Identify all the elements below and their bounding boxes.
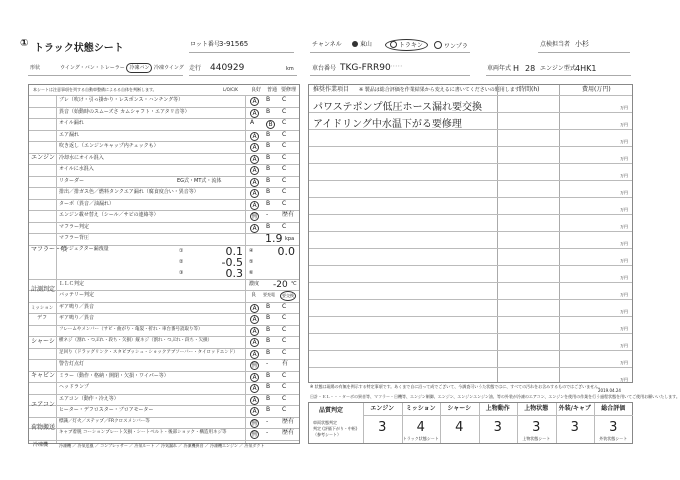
shape-options: ウイング・バン・トレーラー 冷凍バン 冷凍ウイング xyxy=(60,65,184,71)
choice-0[interactable]: A xyxy=(250,166,259,175)
choice-1[interactable]: B xyxy=(266,130,271,138)
choice-1[interactable]: B xyxy=(266,337,271,344)
lot-value: 3-91565 xyxy=(219,40,249,48)
cost-unit: 万円 xyxy=(620,173,628,178)
choice-0[interactable]: A xyxy=(250,143,259,152)
rating-header: 上物状態 xyxy=(524,405,549,412)
row-item: 排出／排ガス色／燃料タンクエア漏れ（腐食度合い・異音等） xyxy=(59,189,199,195)
col-time: 時間(h) xyxy=(519,86,540,93)
cost-unit: 万円 xyxy=(620,241,628,246)
diff-choice-c[interactable]: C xyxy=(282,314,287,321)
choice-0[interactable]: A xyxy=(250,201,259,210)
cost-unit: 万円 xyxy=(620,292,628,297)
choice-2[interactable]: C xyxy=(282,107,287,115)
revision: 2019.04.24 xyxy=(598,388,621,393)
diff-item: ギア鳴り／異音 xyxy=(59,315,95,321)
group-label: キャビン xyxy=(31,372,56,380)
injector-value-left: 0.3 xyxy=(225,266,243,280)
choice-2[interactable]: C xyxy=(282,348,287,356)
choice-2[interactable]: 歴有 xyxy=(282,211,295,218)
cabin-item: ヘッドランプ xyxy=(59,384,90,390)
row-item: ターボ（異音／油漏れ） xyxy=(59,200,115,207)
table-note: 本シートは注意事項を列する自動車整備によるる自体を判断します。 xyxy=(33,87,157,92)
rating-header: ミッション xyxy=(405,405,436,412)
col-current: L/O/C/K xyxy=(223,87,238,92)
rating-value: 4 xyxy=(416,420,425,435)
choice-2[interactable]: C xyxy=(282,371,287,379)
row-item: オイルに水混入 xyxy=(59,166,94,172)
choice-1[interactable]: B xyxy=(266,222,271,230)
row-item: リターダー xyxy=(59,177,85,184)
choice-0[interactable]: 無 xyxy=(251,362,258,369)
row-item: エンジン載せ替え（シール／サビの連絡等） xyxy=(59,212,159,218)
choice-0[interactable]: A xyxy=(250,396,259,405)
choice-2[interactable]: C xyxy=(282,325,287,333)
mission-choice-b[interactable]: B xyxy=(266,302,271,310)
group-label: 荷物搬送 xyxy=(31,424,56,431)
injector-num-left: ② xyxy=(179,258,184,265)
mileage-label: 走行 xyxy=(189,65,202,72)
choice-1[interactable]: B xyxy=(266,107,271,115)
muffler-judge: マフラー判定 xyxy=(59,223,90,230)
choice-1[interactable]: - xyxy=(266,211,269,218)
cabin-item: ミラー（動作・格納・開閉・欠損・ワイパー等） xyxy=(59,372,169,379)
rating-header: 総合評価 xyxy=(601,405,626,412)
quality-sub-2: （参考シート） xyxy=(313,432,341,437)
channel-option-1-circled[interactable]: トラキン xyxy=(385,39,428,51)
llc-temp-value: -20 xyxy=(273,279,288,290)
cost-unit: 万円 xyxy=(620,377,628,382)
injector-value-left: 0.1 xyxy=(225,244,243,258)
rating-value: 3 xyxy=(570,420,579,435)
work-item-1: アイドリング中水温下がる要修理 xyxy=(313,119,462,130)
channel-option-2[interactable]: ワンプラ xyxy=(434,41,468,50)
choice-2[interactable]: C xyxy=(282,119,287,126)
llc-temp-unit: ℃ xyxy=(291,280,297,287)
model-value: TKG-FRR90 xyxy=(340,63,391,73)
choice-0[interactable]: A xyxy=(250,119,255,126)
choice-0[interactable]: A xyxy=(250,224,259,233)
choice-0[interactable]: A xyxy=(250,97,259,106)
choice-0[interactable]: 無 xyxy=(251,213,258,220)
muffler-pressure-label: マフラー背圧 xyxy=(59,235,90,241)
quality-sub-1: 判定 (評価下がり・中枢) xyxy=(313,426,358,431)
ratings-panel xyxy=(308,402,633,444)
chassis-item: フレームやメンバー（サビ・曲がり・亀裂・折れ・車台番号読取り等） xyxy=(59,326,203,332)
mission-choice-a[interactable]: A xyxy=(250,304,259,313)
engine-value: 4HK1 xyxy=(575,64,597,73)
choice-1[interactable]: - xyxy=(266,417,269,425)
diff-choice-a[interactable]: A xyxy=(250,315,259,324)
choice-2[interactable]: C xyxy=(282,199,287,207)
mission-group: ミッション xyxy=(31,305,54,311)
choice-0[interactable]: A xyxy=(250,338,259,347)
rating-header: シャーシ xyxy=(447,405,472,412)
year-value: 28 xyxy=(525,64,536,73)
cabin-item: 警告灯点灯 xyxy=(59,361,85,367)
choice-2[interactable]: 有 xyxy=(282,360,289,367)
choice-1[interactable]: B xyxy=(266,348,271,356)
work-item-0: パワステポンプ低圧ホース漏れ要交換 xyxy=(313,102,482,113)
choice-1[interactable]: B xyxy=(266,165,271,172)
choice-1[interactable]: B xyxy=(266,188,271,195)
cost-unit: 万円 xyxy=(620,275,628,280)
ac-item: ヒーター・デフロスター・ブロアモーター xyxy=(59,407,154,413)
choice-0[interactable]: A xyxy=(250,384,259,393)
cost-unit: 万円 xyxy=(620,360,628,365)
choice-0[interactable]: A xyxy=(250,373,259,382)
row-item: オイル漏れ xyxy=(59,120,84,126)
inspector-label: 点検担当者 xyxy=(540,41,571,48)
title-mark: ① xyxy=(20,38,29,49)
chassis-item: 足回り（ドラッグリンク・スタビブッシュ・ショックアブソーバー・タイロッドエンド） xyxy=(59,349,238,355)
retarder-opts: EG式・MT式・流体 xyxy=(177,177,222,184)
muffler-pressure-value: 1.9 xyxy=(265,232,283,245)
cost-unit: 万円 xyxy=(620,190,628,195)
choice-2[interactable]: C xyxy=(282,383,287,390)
choice-1[interactable]: - xyxy=(266,429,269,436)
cost-unit: 万円 xyxy=(620,139,628,144)
cost-unit: 万円 xyxy=(620,309,628,314)
inspector-value: 小杉 xyxy=(575,40,589,48)
choice-0[interactable]: A xyxy=(250,407,259,416)
injector-num-left: ③ xyxy=(179,269,184,276)
choice-1[interactable]: B xyxy=(266,176,271,184)
choice-1[interactable]: B xyxy=(266,383,271,390)
engine-label: エンジン型式 xyxy=(540,65,576,72)
model-label: 車台番号 xyxy=(312,65,337,72)
injector-num-left: ① xyxy=(179,247,184,254)
muffler-pressure-unit: kpa xyxy=(285,236,295,242)
shape-circled: 冷凍バン xyxy=(126,63,152,73)
footer-note-2: 日計・ＥＬ・・・ターボの異音等、マフラー・日機等、エンジン制御、エンジン、エンジンエンジン油、等の外装が冷凍のエアコン、エンジンを使用の作業を行う過程状態を用いてご使用お願いいたします。 xyxy=(310,394,680,399)
year-label: 車両年式 xyxy=(487,65,512,72)
choice-2[interactable]: C xyxy=(282,337,287,344)
group-label: 計測判定 xyxy=(31,286,56,293)
choice-0[interactable]: A xyxy=(250,350,259,359)
page-title: トラック状態シート xyxy=(34,43,124,54)
choice-1[interactable]: B xyxy=(266,120,275,129)
rating-header: エンジン xyxy=(370,405,395,412)
choice-2[interactable]: C xyxy=(282,394,287,402)
quality-label: 品質判定 xyxy=(319,407,344,414)
mission-choice-c[interactable]: C xyxy=(282,302,287,310)
rating-sub: トラック状態シート xyxy=(402,436,439,441)
llc-temp-label: 濃度 xyxy=(249,280,260,287)
choice-2[interactable]: C xyxy=(282,96,287,103)
choice-1[interactable]: B xyxy=(266,371,271,379)
col-note: ※ 製品は総合評価を作業結果から変えるに書いてくださいの題用します。 xyxy=(359,87,525,93)
shape-label: 形状 xyxy=(30,65,41,71)
mission-item: ギア鳴り／異音 xyxy=(59,303,95,310)
quality-sub-0: 車両状態判定 xyxy=(313,420,337,425)
rating-value: 3 xyxy=(532,420,541,435)
choice-2[interactable]: C xyxy=(282,222,287,230)
battery-opt-2-circled[interactable]: 要交換 xyxy=(280,291,296,301)
group-label: エンジン xyxy=(31,154,55,162)
choice-2[interactable]: C xyxy=(282,130,287,138)
injector-value-left: -0.5 xyxy=(221,255,243,269)
injector-num-right: ⑥ xyxy=(249,269,254,276)
channel-option-0[interactable]: 東山 xyxy=(352,41,372,48)
inspection-table xyxy=(28,84,300,448)
footer-note: ※ 状態は現場の有無を例示する特定事項です。あくまで自に沿って成でございて、今調査可いうた状態ではに、すべての汚れをお含みするものではございません。 xyxy=(310,384,603,389)
col-good: 良好 xyxy=(251,87,262,93)
cooler-group: 冷凍機 xyxy=(33,441,49,448)
rating-value: 3 xyxy=(493,420,502,435)
choice-1[interactable]: - xyxy=(266,360,269,367)
choice-2[interactable]: C xyxy=(282,406,287,413)
row-item: 異音（始動時のスムーズさ カムシャフト・エアタリ音等） xyxy=(59,108,190,115)
injector-num-right: ⑤ xyxy=(249,258,254,265)
ac-item: エアコン（動作・冷え等） xyxy=(59,395,119,402)
col-item: 推奨作業項目 xyxy=(313,86,350,93)
group-label: マフラー・噴 xyxy=(31,246,68,253)
diff-group: デフ xyxy=(37,315,48,321)
cooler-item: 冷凍機 ／ 冷気送風 ／ コンプレッサー ／ 冷気ルート ／ 冷気漏れ ／ 冷凍機異音 ／ 冷凍機エンジン ／ 冷気ダクト xyxy=(59,442,265,448)
choice-0[interactable]: 無 xyxy=(251,419,258,427)
choice-0[interactable]: A xyxy=(250,327,259,336)
choice-0[interactable]: A xyxy=(250,178,259,187)
chassis-item: 横ネジ（割れ・つぶれ・段ち・欠損）縦ネジ（割れ・つぶれ・段ち・欠損） xyxy=(59,338,212,343)
cost-unit: 万円 xyxy=(620,122,628,127)
diff-choice-b[interactable]: B xyxy=(266,314,271,321)
injector-value-right: 0.0 xyxy=(277,244,295,258)
battery-opt-0[interactable]: 良 xyxy=(251,292,257,298)
lot-label: ロット番号 xyxy=(190,41,220,48)
choice-2[interactable]: 歴有 xyxy=(282,429,295,436)
mileage-unit: km xyxy=(286,66,294,72)
equip-item: 標識／灯火／ステップ／FRクロスメンバー等 xyxy=(59,418,150,424)
choice-2[interactable]: C xyxy=(282,188,287,195)
row-item: エア漏れ xyxy=(59,131,80,138)
llc-label: ＬＬＣ判定 xyxy=(59,280,85,287)
choice-1[interactable]: B xyxy=(266,394,271,402)
battery-opt-1[interactable]: 要充電 xyxy=(263,292,275,297)
rating-header: 上物動作 xyxy=(485,405,510,412)
injector-label: インジェクター漏洩量 xyxy=(59,245,109,252)
col-cost: 費用(万円) xyxy=(582,86,611,93)
cost-unit: 万円 xyxy=(620,343,628,348)
row-item: ブレ（吹け・引っ掛かり・レスポンス・ハンチング等） xyxy=(59,97,184,103)
choice-0[interactable]: A xyxy=(250,189,259,198)
choice-2[interactable]: C xyxy=(282,142,287,149)
group-label: エアコン xyxy=(31,401,55,408)
choice-1[interactable]: B xyxy=(266,325,271,333)
mileage-value: 440929 xyxy=(210,63,245,73)
choice-2[interactable]: C xyxy=(282,176,287,184)
choice-2[interactable]: C xyxy=(282,153,287,161)
cost-unit: 万円 xyxy=(620,258,628,263)
cost-unit: 万円 xyxy=(620,105,628,110)
cost-unit: 万円 xyxy=(620,224,628,229)
choice-0[interactable]: 無 xyxy=(251,431,258,438)
model-dots: ･････ xyxy=(390,64,403,70)
injector-num-right: ④ xyxy=(249,247,254,254)
choice-0[interactable]: A xyxy=(250,109,259,118)
equip-item: キャブ着脱 コーションプレート欠損・シートベルト・後部ショック・構造用ネジ等 xyxy=(59,430,227,435)
cost-unit: 万円 xyxy=(620,156,628,161)
choice-0[interactable]: A xyxy=(250,155,259,164)
col-repair: 要修理 xyxy=(281,87,297,93)
rating-value: 4 xyxy=(455,420,464,435)
group-label: シャーシ xyxy=(31,337,55,345)
choice-0[interactable]: A xyxy=(250,132,259,141)
choice-2[interactable]: C xyxy=(282,165,287,172)
rating-sub: 上物状態シート xyxy=(522,436,551,441)
choice-1[interactable]: B xyxy=(266,199,271,207)
choice-1[interactable]: B xyxy=(266,142,271,149)
row-item: 冷却水にオイル混入 xyxy=(59,154,104,161)
choice-1[interactable]: B xyxy=(266,96,271,103)
col-normal: 普通 xyxy=(267,87,278,93)
channel-label: チャンネル xyxy=(312,41,342,48)
rating-value: 3 xyxy=(378,420,387,435)
choice-1[interactable]: B xyxy=(266,406,271,413)
rating-sub: 外装状態シート xyxy=(599,436,628,441)
choice-1[interactable]: B xyxy=(266,153,271,161)
rating-value: 3 xyxy=(609,420,618,435)
work-items-table xyxy=(308,84,633,383)
rating-header: 外装/キャブ xyxy=(558,405,591,412)
year-era: H xyxy=(513,64,520,73)
cost-unit: 万円 xyxy=(620,207,628,212)
choice-2[interactable]: 歴有 xyxy=(282,417,295,425)
battery-label: バッテリー判定 xyxy=(59,292,95,298)
row-item: 吹き返し（エンジンキャップ内チェックも） xyxy=(59,143,159,149)
cost-unit: 万円 xyxy=(620,326,628,331)
